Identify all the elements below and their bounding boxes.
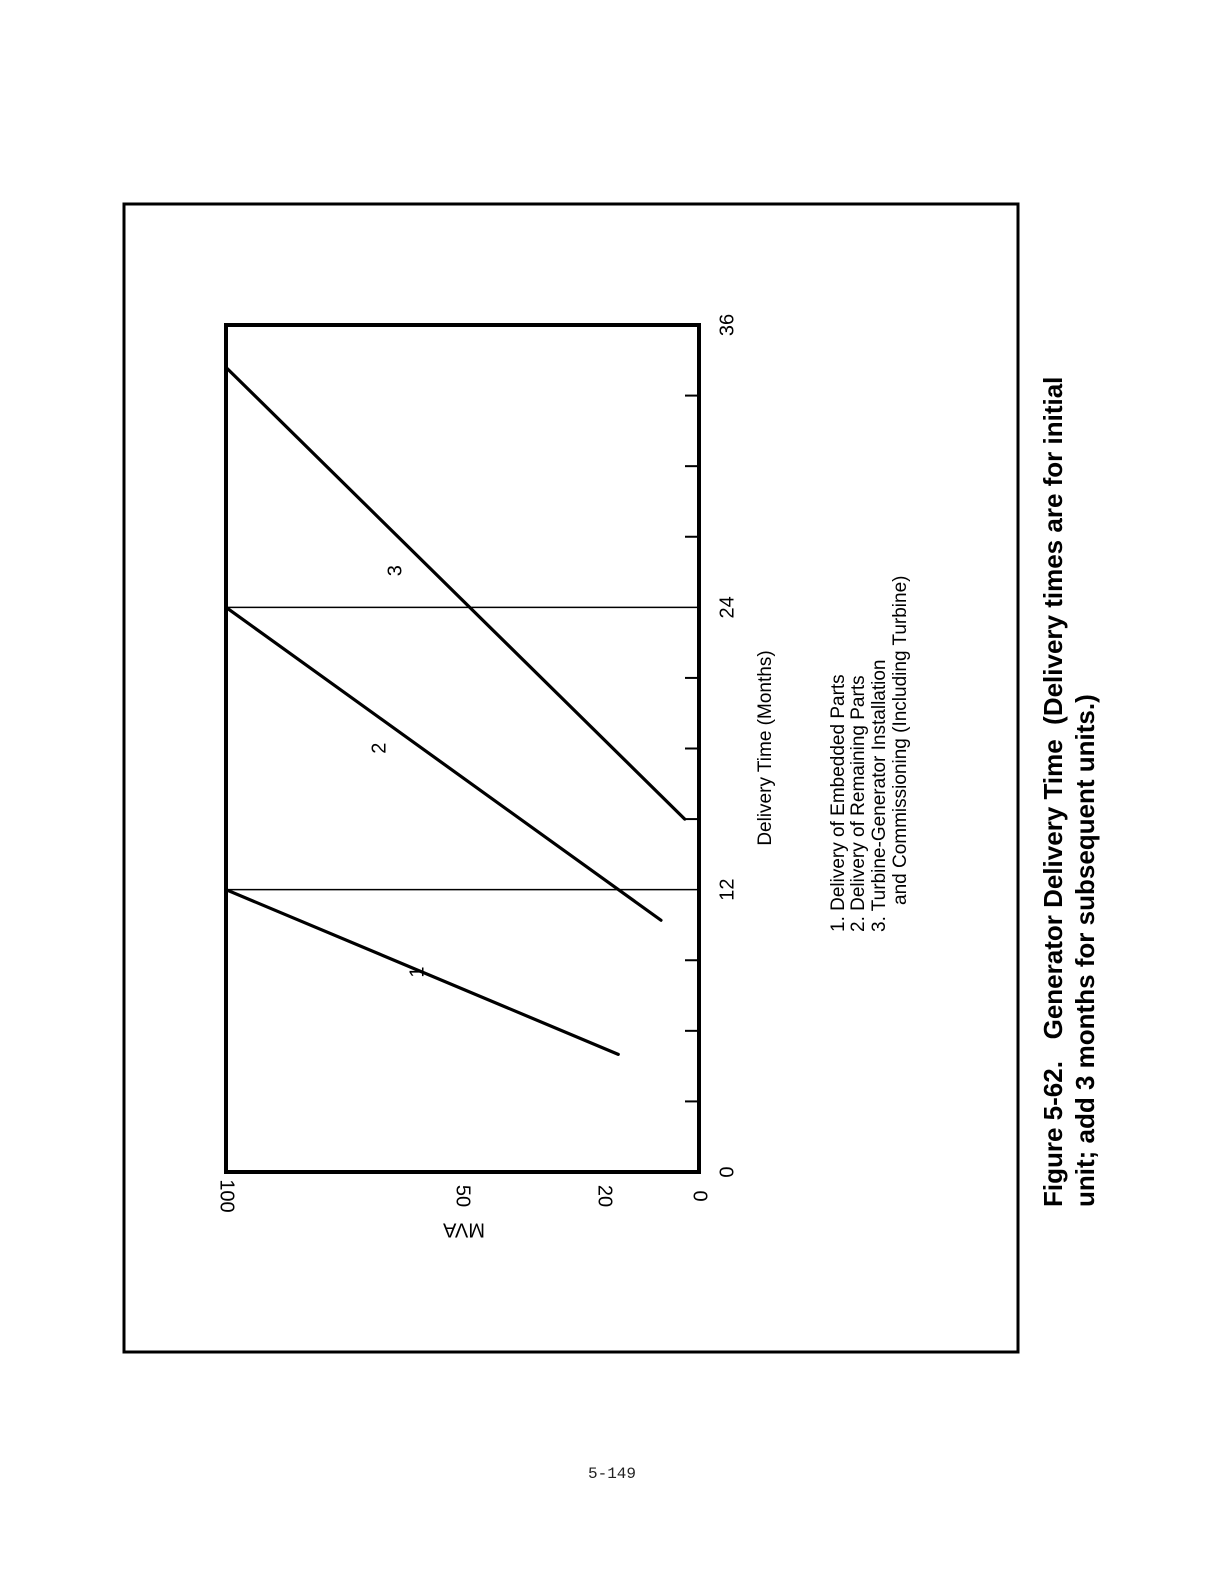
series-label-3: 3 (384, 565, 407, 577)
plot-area (226, 325, 699, 1172)
legend (828, 576, 911, 933)
y-axis-label: MVA (443, 1218, 485, 1241)
y-tick-labels (216, 1179, 711, 1212)
legend-item-3: 3. Turbine-Generator Installation (869, 659, 890, 932)
caption-line-2: unit; add 3 months for subsequent units.) (1070, 694, 1100, 1207)
series-line-2 (226, 607, 661, 920)
x-tick-label-0: 0 (716, 1166, 739, 1178)
legend-item-3-cont: and Commissioning (Including Turbine) (890, 575, 911, 905)
y-tick-label-100: 100 (215, 1179, 238, 1213)
x-tick-label-24: 24 (716, 596, 739, 619)
y-tick-label-50: 50 (451, 1184, 474, 1208)
x-axis-ticks (685, 396, 699, 1102)
page-number: 5-149 (587, 1465, 636, 1483)
series-group (226, 367, 685, 1054)
reference-lines (226, 607, 699, 889)
series-line-3 (226, 367, 685, 819)
x-tick-label-12: 12 (716, 878, 739, 901)
x-axis-label: Delivery Time (Months) (755, 650, 777, 846)
y-tick-label-20: 20 (593, 1184, 616, 1208)
legend-item-1: 1. Delivery of Embedded Parts (828, 674, 849, 932)
caption (1038, 377, 1100, 1207)
x-tick-labels (716, 314, 738, 1178)
legend-item-2: 2. Delivery of Remaining Parts (848, 675, 869, 932)
series-label-1: 1 (406, 966, 429, 978)
caption-line-1: Figure 5-62. Generator Delivery Time (Delivery times are for initial (1038, 376, 1068, 1207)
y-tick-label-0: 0 (688, 1190, 711, 1202)
series-label-2: 2 (368, 742, 391, 754)
x-tick-label-36: 36 (716, 313, 739, 337)
